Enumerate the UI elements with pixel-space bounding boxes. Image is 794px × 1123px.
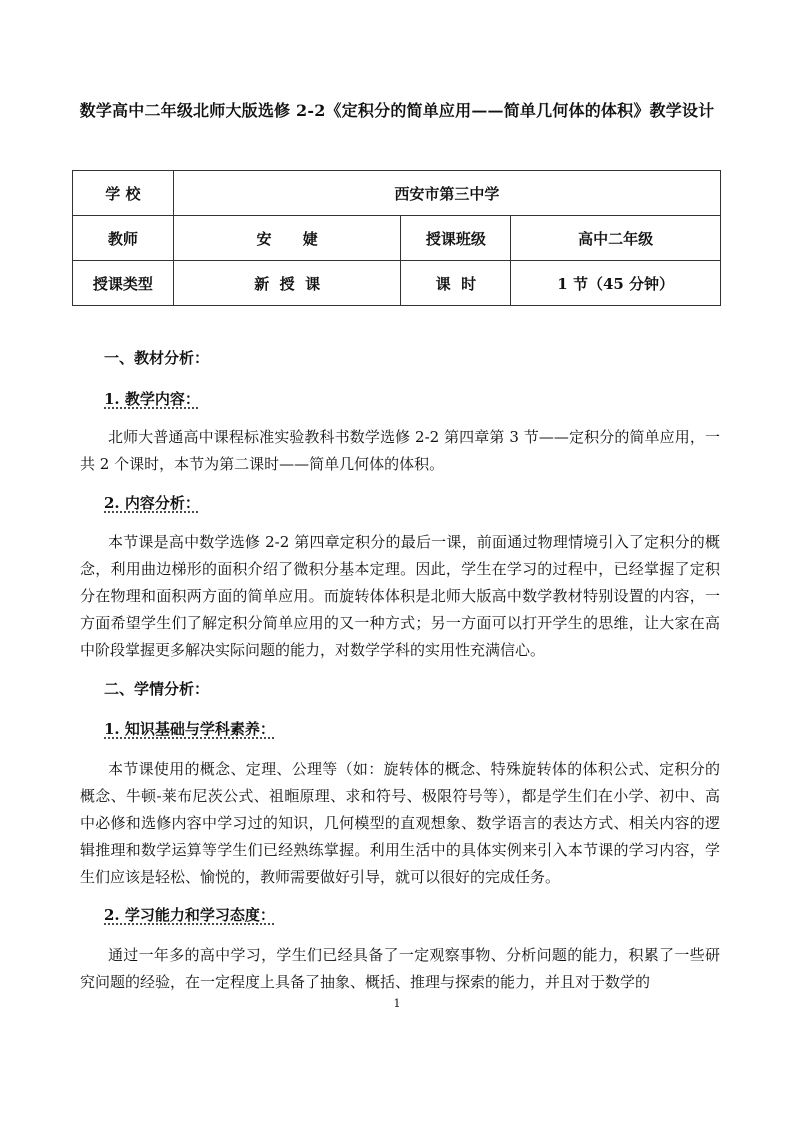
type-value: 新 授 课: [173, 261, 401, 306]
paragraph-learning-ability: 通过一年多的高中学习，学生们已经具备了一定观察事物、分析问题的能力，积累了一些研究问题的经验，在一定程度上具备了抽象、概括、推理与探索的能力，并且对于数学的: [80, 946, 720, 991]
hours-value: 1 节（45 分钟）: [511, 261, 721, 306]
subheading-content-analysis: 2. 内容分析：: [104, 494, 200, 512]
subheading-teaching-content: 1. 教学内容：: [104, 390, 200, 408]
subheading-learning-ability: 2. 学习能力和学习态度：: [104, 906, 275, 924]
table-row-school: [73, 171, 721, 216]
section-heading-learner-analysis: 二、学情分析：: [104, 680, 210, 698]
type-label: 授课类型: [73, 261, 174, 306]
document-title: 数学高中二年级北师大版选修 2-2《定积分的简单应用——简单几何体的体积》教学设计: [79, 101, 715, 120]
hours-label: 课 时: [401, 261, 511, 306]
paragraph-content-analysis: 本节课是高中数学选修 2-2 第四章定积分的最后一课，前面通过物理情境引入了定积分的概念，利用曲边梯形的面积介绍了微积分基本定理。因此，学生在学习的过程中，已经掌握了定积分在物理和面积两方面的简单应用。而旋转体体积是北师大版高中数学教材特别设置的内容，一方面希望学生们了解定积分简单应用的又一种方式；另一方面可以打开学生的思维，让大家在高中阶段掌握更多解决实际问题的能力，对数学学科的实用性充满信心。: [80, 533, 720, 659]
info-table: [72, 170, 721, 306]
teacher-value: 安 婕: [173, 216, 401, 261]
section-heading-textbook-analysis: 一、教材分析：: [104, 349, 210, 367]
paragraph-knowledge-basis: 本节课使用的概念、定理、公理等（如：旋转体的概念、特殊旋转体的体积公式、定积分的概念、牛顿-莱布尼茨公式、祖暅原理、求和符号、极限符号等），都是学生们在小学、初中、高中必修和选修内容中学习过的知识，几何模型的直观想象、数学语言的表达方式、相关内容的逻辑推理和数学运算等学生们已经熟练掌握。利用生活中的具体实例来引入本节课的学习内容，学生们应该是轻松、愉悦的，教师需要做好引导，就可以很好的完成任务。: [80, 760, 720, 886]
class-label: 授课班级: [401, 216, 511, 261]
page-number: 1: [393, 997, 401, 1010]
teacher-label: 教师: [73, 216, 174, 261]
table-row-teacher: [73, 216, 721, 261]
school-label: 学 校: [73, 171, 174, 216]
class-value: 高中二年级: [511, 216, 721, 261]
table-row-type: [73, 261, 721, 306]
paragraph-teaching-content: 北师大普通高中课程标准实验教科书数学选修 2-2 第四章第 3 节——定积分的简单应用，一共 2 个课时，本节为第二课时——简单几何体的体积。: [80, 428, 720, 473]
school-value: 西安市第三中学: [173, 171, 720, 216]
subheading-knowledge-basis: 1. 知识基础与学科素养：: [104, 720, 275, 738]
